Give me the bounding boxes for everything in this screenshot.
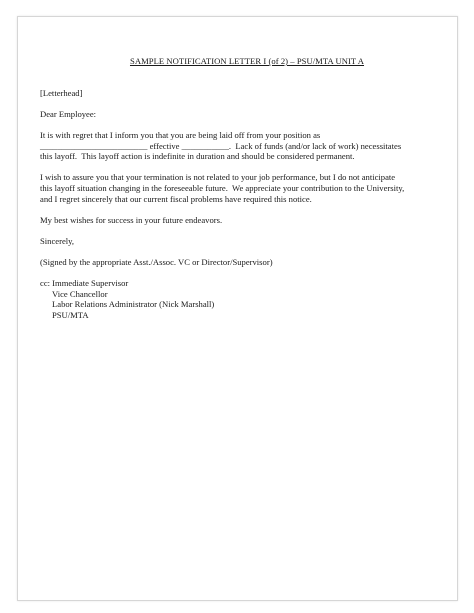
document-page	[17, 16, 458, 601]
cc-line-4: PSU/MTA	[52, 310, 89, 321]
paragraph-2-line-3: and I regret sincerely that our current fiscal problems have required this notice.	[40, 193, 312, 204]
paragraph-2-line-2: this layoff situation changing in the foreseeable future. We appreciate your contribution to the University,	[40, 182, 405, 193]
letterhead-placeholder: [Letterhead]	[40, 87, 83, 98]
paragraph-1-line-2: _________________________ effective ___________. Lack of funds (and/or lack of work) necessitates	[40, 140, 402, 151]
cc-line-1: cc: Immediate Supervisor	[40, 278, 129, 289]
paragraph-2-line-1: I wish to assure you that your termination is not related to your job performance, but I do not anticipate	[40, 172, 396, 183]
paragraph-3: My best wishes for success in your future endeavors.	[40, 214, 223, 225]
letter-body	[40, 56, 440, 321]
cc-line-2: Vice Chancellor	[52, 288, 108, 299]
paragraph-1-line-3: this layoff. This layoff action is indefinite in duration and should be considered permanent.	[40, 151, 355, 162]
letter-title: SAMPLE NOTIFICATION LETTER I (of 2) – PSU/MTA UNIT A	[129, 56, 365, 66]
signature-note: (Signed by the appropriate Asst./Assoc. VC or Director/Supervisor)	[40, 257, 273, 268]
cc-line-3: Labor Relations Administrator (Nick Marshall)	[52, 299, 215, 310]
salutation: Dear Employee:	[40, 108, 97, 119]
paragraph-1-line-1: It is with regret that I inform you that you are being laid off from your position as	[40, 129, 321, 140]
closing: Sincerely,	[40, 235, 75, 246]
